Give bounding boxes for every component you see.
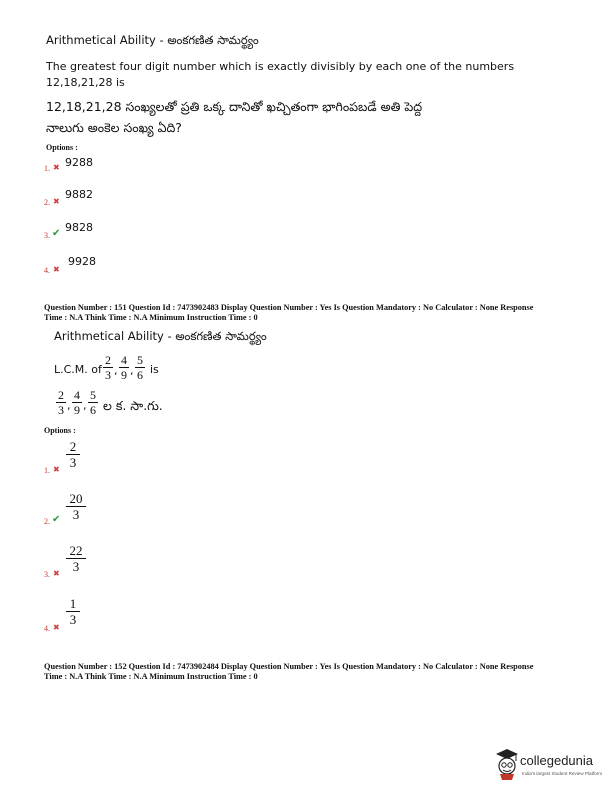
options-label: Options :	[46, 143, 78, 152]
denominator: 3	[69, 612, 77, 627]
option-item[interactable]	[44, 544, 164, 578]
option-number: 2.	[44, 517, 50, 526]
numerator: 2	[105, 353, 111, 367]
separator: ,	[114, 364, 118, 377]
option-item[interactable]	[44, 255, 164, 280]
question-text-te-line2: నాలుగు అంకెల సంఖ్య ఏది?	[46, 120, 182, 135]
question-meta	[44, 303, 584, 323]
options-label: Options :	[44, 426, 76, 435]
cross-icon: ✖	[53, 163, 60, 172]
fraction	[56, 389, 66, 416]
numerator: 20	[69, 491, 83, 506]
option-number: 4.	[44, 624, 50, 633]
brand-name: collegedunia	[520, 753, 594, 768]
option-number: 3.	[44, 231, 50, 240]
denominator: 3	[72, 559, 80, 574]
subject-heading: Arithmetical Ability - అంకగణిత సామర్థ్యం	[46, 33, 259, 47]
separator: ,	[83, 399, 87, 412]
numerator: 5	[90, 388, 96, 402]
numerator: 22	[69, 543, 83, 558]
meta-line: Question Number : 152 Question Id : 7473902484 Display Question Number : Yes Is Question Mandatory : No Calculator : None Response	[44, 662, 534, 671]
option-item[interactable]	[44, 597, 164, 631]
option-number: 2.	[44, 198, 50, 207]
option-fraction	[66, 544, 86, 573]
subject-heading: Arithmetical Ability - అంకగణిత సామర్థ్యం	[54, 329, 267, 343]
option-fraction	[66, 597, 80, 626]
option-number: 3.	[44, 570, 50, 579]
cross-icon: ✖	[53, 197, 60, 206]
option-value: 9882	[65, 188, 93, 201]
option-item[interactable]	[44, 223, 164, 245]
meta-line: Question Number : 151 Question Id : 7473902483 Display Question Number : Yes Is Question Mandatory : No Calculator : None Response	[44, 303, 534, 312]
numerator: 5	[137, 353, 143, 367]
option-fraction	[66, 492, 86, 521]
cross-icon: ✖	[53, 265, 60, 274]
brand-logo	[494, 746, 606, 786]
option-item[interactable]	[44, 190, 164, 212]
numerator: 2	[58, 388, 64, 402]
option-value: 9928	[68, 255, 96, 268]
denominator: 6	[137, 368, 143, 382]
option-item[interactable]	[44, 492, 164, 526]
fraction	[88, 389, 98, 416]
option-fraction	[66, 440, 80, 469]
option-value: 9288	[65, 156, 93, 169]
question-text-en-line1: The greatest four digit number which is exactly divisibly by each one of the numbers	[46, 60, 515, 73]
denominator: 3	[69, 455, 77, 470]
option-number: 1.	[44, 164, 50, 173]
brand-tagline: India's largest Student Review Platform	[522, 771, 603, 776]
option-item[interactable]	[44, 156, 164, 178]
option-item[interactable]	[44, 440, 164, 474]
fraction	[103, 354, 113, 381]
option-number: 1.	[44, 466, 50, 475]
mascot-icon	[494, 746, 520, 780]
cross-icon: ✖	[53, 465, 60, 474]
separator: ,	[130, 364, 134, 377]
numerator: 4	[74, 388, 80, 402]
denominator: 3	[72, 507, 80, 522]
option-value: 9828	[65, 221, 93, 234]
fraction	[119, 354, 129, 381]
meta-line: Time : N.A Think Time : N.A Minimum Instruction Time : 0	[44, 313, 258, 322]
fraction	[135, 354, 145, 381]
question-text-te: ల క. సా.గు.	[103, 398, 163, 413]
denominator: 9	[121, 368, 127, 382]
question-meta	[44, 662, 584, 682]
denominator: 3	[105, 368, 111, 382]
check-icon: ✔	[52, 228, 61, 239]
option-number: 4.	[44, 266, 50, 275]
numerator: 1	[69, 596, 77, 611]
cross-icon: ✖	[53, 569, 60, 578]
separator: ,	[67, 399, 71, 412]
lcm-prefix: L.C.M. of	[54, 363, 102, 376]
denominator: 6	[90, 403, 96, 417]
fraction	[72, 389, 82, 416]
lcm-suffix: is	[150, 363, 159, 376]
cross-icon: ✖	[53, 623, 60, 632]
question-text-en-line2: 12,18,21,28 is	[46, 76, 125, 89]
denominator: 3	[58, 403, 64, 417]
numerator: 2	[69, 439, 77, 454]
meta-line: Time : N.A Think Time : N.A Minimum Instruction Time : 0	[44, 672, 258, 681]
check-icon: ✔	[52, 514, 61, 525]
question-text-te-line1: 12,18,21,28 సంఖ్యలతో ప్రతి ఒక్క దానితో ఖచ్చితంగా భాగింపబడే అతి పెద్ద	[46, 99, 423, 114]
denominator: 9	[74, 403, 80, 417]
numerator: 4	[121, 353, 127, 367]
